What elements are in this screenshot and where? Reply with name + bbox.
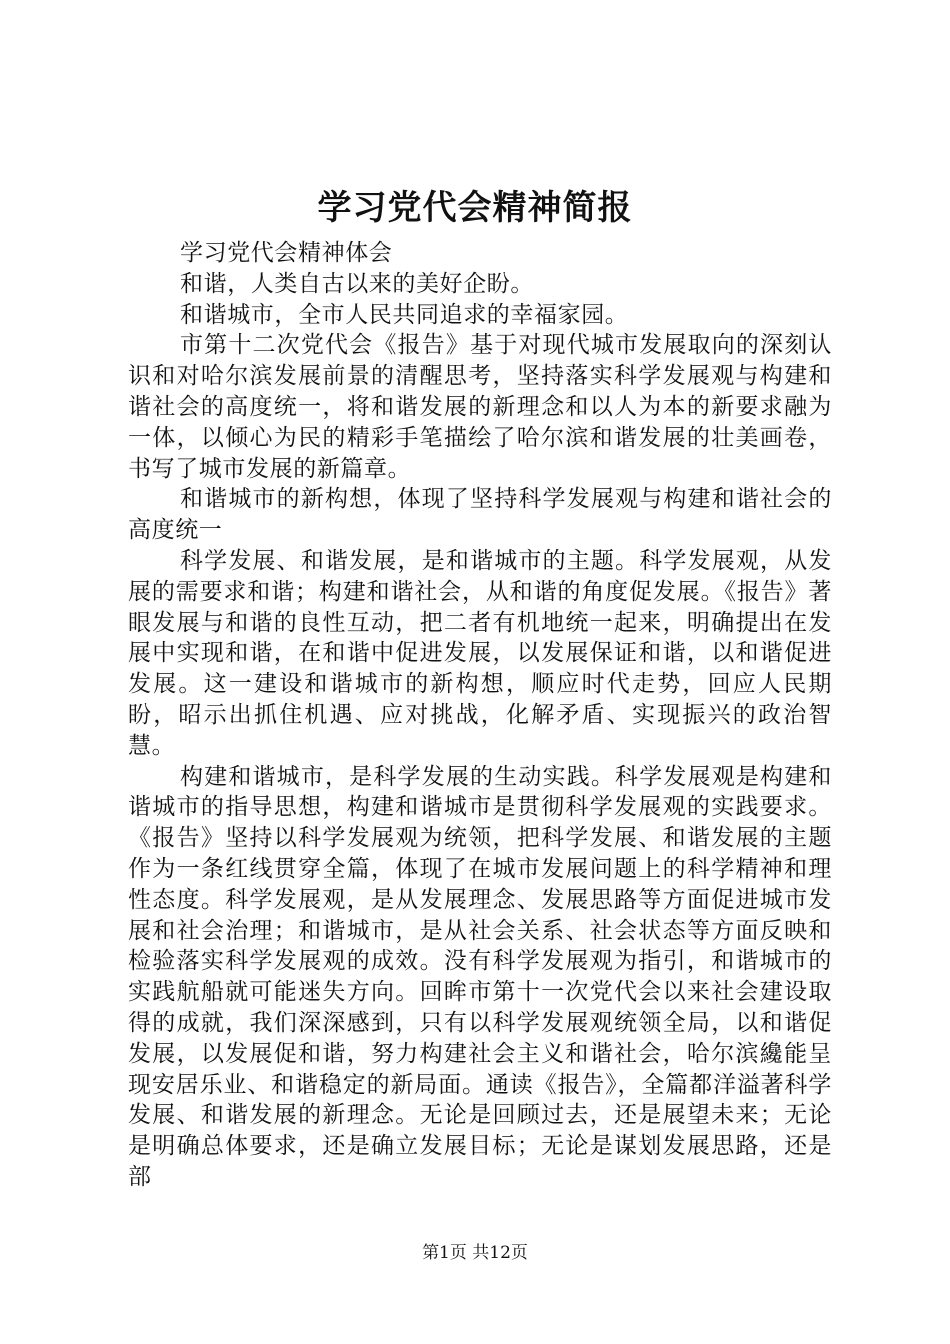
paragraph-5: 和谐城市的新构想，体现了坚持科学发展观与构建和谐社会的高度统一 [128,486,832,544]
document-title: 学习党代会精神简报 [317,188,633,228]
paragraph-2: 和谐，人类自古以来的美好企盼。 [180,270,534,297]
paragraph-6: 科学发展、和谐发展，是和谐城市的主题。科学发展观，从发展的需要求和谐；构建和谐社会，从和谐的角度促发展。《报告》著眼发展与和谐的良性互动，把二者有机地统一起来，明确提出在发展中实现和谐，在和谐中促进发展，以发展保证和谐，以和谐促进发展。这一建设和谐城市的新构想，顺应时代走势，回应人民期盼，昭示出抓住机遇、应对挑战，化解矛盾、实现振兴的政治智慧。 [128,547,832,759]
document-body [128,238,832,1193]
paragraph-4: 市第十二次党代会《报告》基于对现代城市发展取向的深刻认识和对哈尔滨发展前景的清醒思考，坚持落实科学发展观与构建和谐社会的高度统一，将和谐发展的新理念和以人为本的新要求融为一体，以倾心为民的精彩手笔描绘了哈尔滨和谐发展的壮美画卷，书写了城市发展的新篇章。 [128,332,832,482]
paragraph-1: 学习党代会精神体会 [180,240,393,266]
paragraph-3: 和谐城市，全市人民共同追求的幸福家园。 [180,301,629,328]
paragraph-7: 构建和谐城市，是科学发展的生动实践。科学发展观是构建和谐城市的指导思想，构建和谐城市是贯彻科学发展观的实践要求。《报告》坚持以科学发展观为统领，把科学发展、和谐发展的主题作为一条红线贯穿全篇，体现了在城市发展问题上的科学精神和理性态度。科学发展观，是从发展理念、发展思路等方面促进城市发展和社会治理；和谐城市，是从社会关系、社会状态等方面反映和检验落实科学发展观的成效。没有科学发展观为指引，和谐城市的实践航船就可能迷失方向。回眸市第十一次党代会以来社会建设取得的成就，我们深深感到，只有以科学发展观统领全局，以和谐促发展，以发展促和谐，努力构建社会主义和谐社会，哈尔滨纔能呈现安居乐业、和谐稳定的新局面。通读《报告》，全篇都洋溢著科学发展、和谐发展的新理念。无论是回顾过去，还是展望未来；无论是明确总体要求，还是确立发展目标；无论是谋划发展思路，还是部 [128,763,832,1190]
page-footer: 第1页 共12页 [422,1243,528,1263]
